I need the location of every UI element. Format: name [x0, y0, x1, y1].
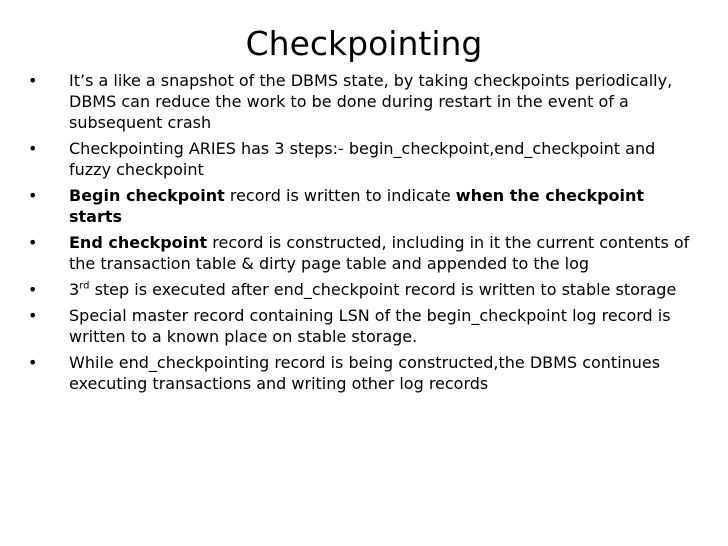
bullet-dot-icon: • [28, 306, 38, 325]
bullet-item [24, 70, 700, 133]
bullet-item [24, 352, 700, 394]
bullet-item [24, 185, 700, 227]
bullet-bold-text: End checkpoint [69, 233, 208, 252]
bullet-item [24, 305, 700, 347]
bullet-text: While end_checkpointing record is being constructed,the DBMS continues executing transactions and writing other log records [69, 353, 661, 393]
bullet-item [24, 232, 700, 274]
bullet-text: 3 [69, 280, 80, 299]
bullet-dot-icon: • [28, 71, 38, 90]
bullet-dot-icon: • [28, 233, 38, 252]
superscript-text: rd [79, 280, 90, 292]
bullet-list [24, 70, 700, 399]
bullet-item [24, 138, 700, 180]
bullet-dot-icon: • [28, 280, 38, 299]
bullet-dot-icon: • [28, 353, 38, 372]
bullet-text: record is written to indicate [224, 186, 456, 205]
bullet-text: It’s a like a snapshot of the DBMS state, by taking checkpoints periodically, DBMS can reduce the work to be done during restart in the event of a subsequent crash [69, 71, 673, 132]
bullet-bold-text: Begin checkpoint [69, 186, 225, 205]
slide-title: Checkpointing [245, 24, 483, 63]
bullet-text: record is constructed, including in it the current contents of the transaction table & dirty page table and appended to the log [69, 233, 690, 273]
bullet-text: Checkpointing ARIES has 3 steps:- begin_checkpoint,end_checkpoint and fuzzy checkpoint [69, 139, 656, 179]
bullet-text: Special master record containing LSN of the begin_checkpoint log record is written to a known place on stable storage. [69, 306, 671, 346]
bullet-item [24, 279, 700, 300]
bullet-dot-icon: • [28, 186, 38, 205]
bullet-dot-icon: • [28, 139, 38, 158]
bullet-text: step is executed after end_checkpoint record is written to stable storage [89, 280, 677, 299]
bullet-bold-text: when the checkpoint starts [69, 186, 645, 226]
